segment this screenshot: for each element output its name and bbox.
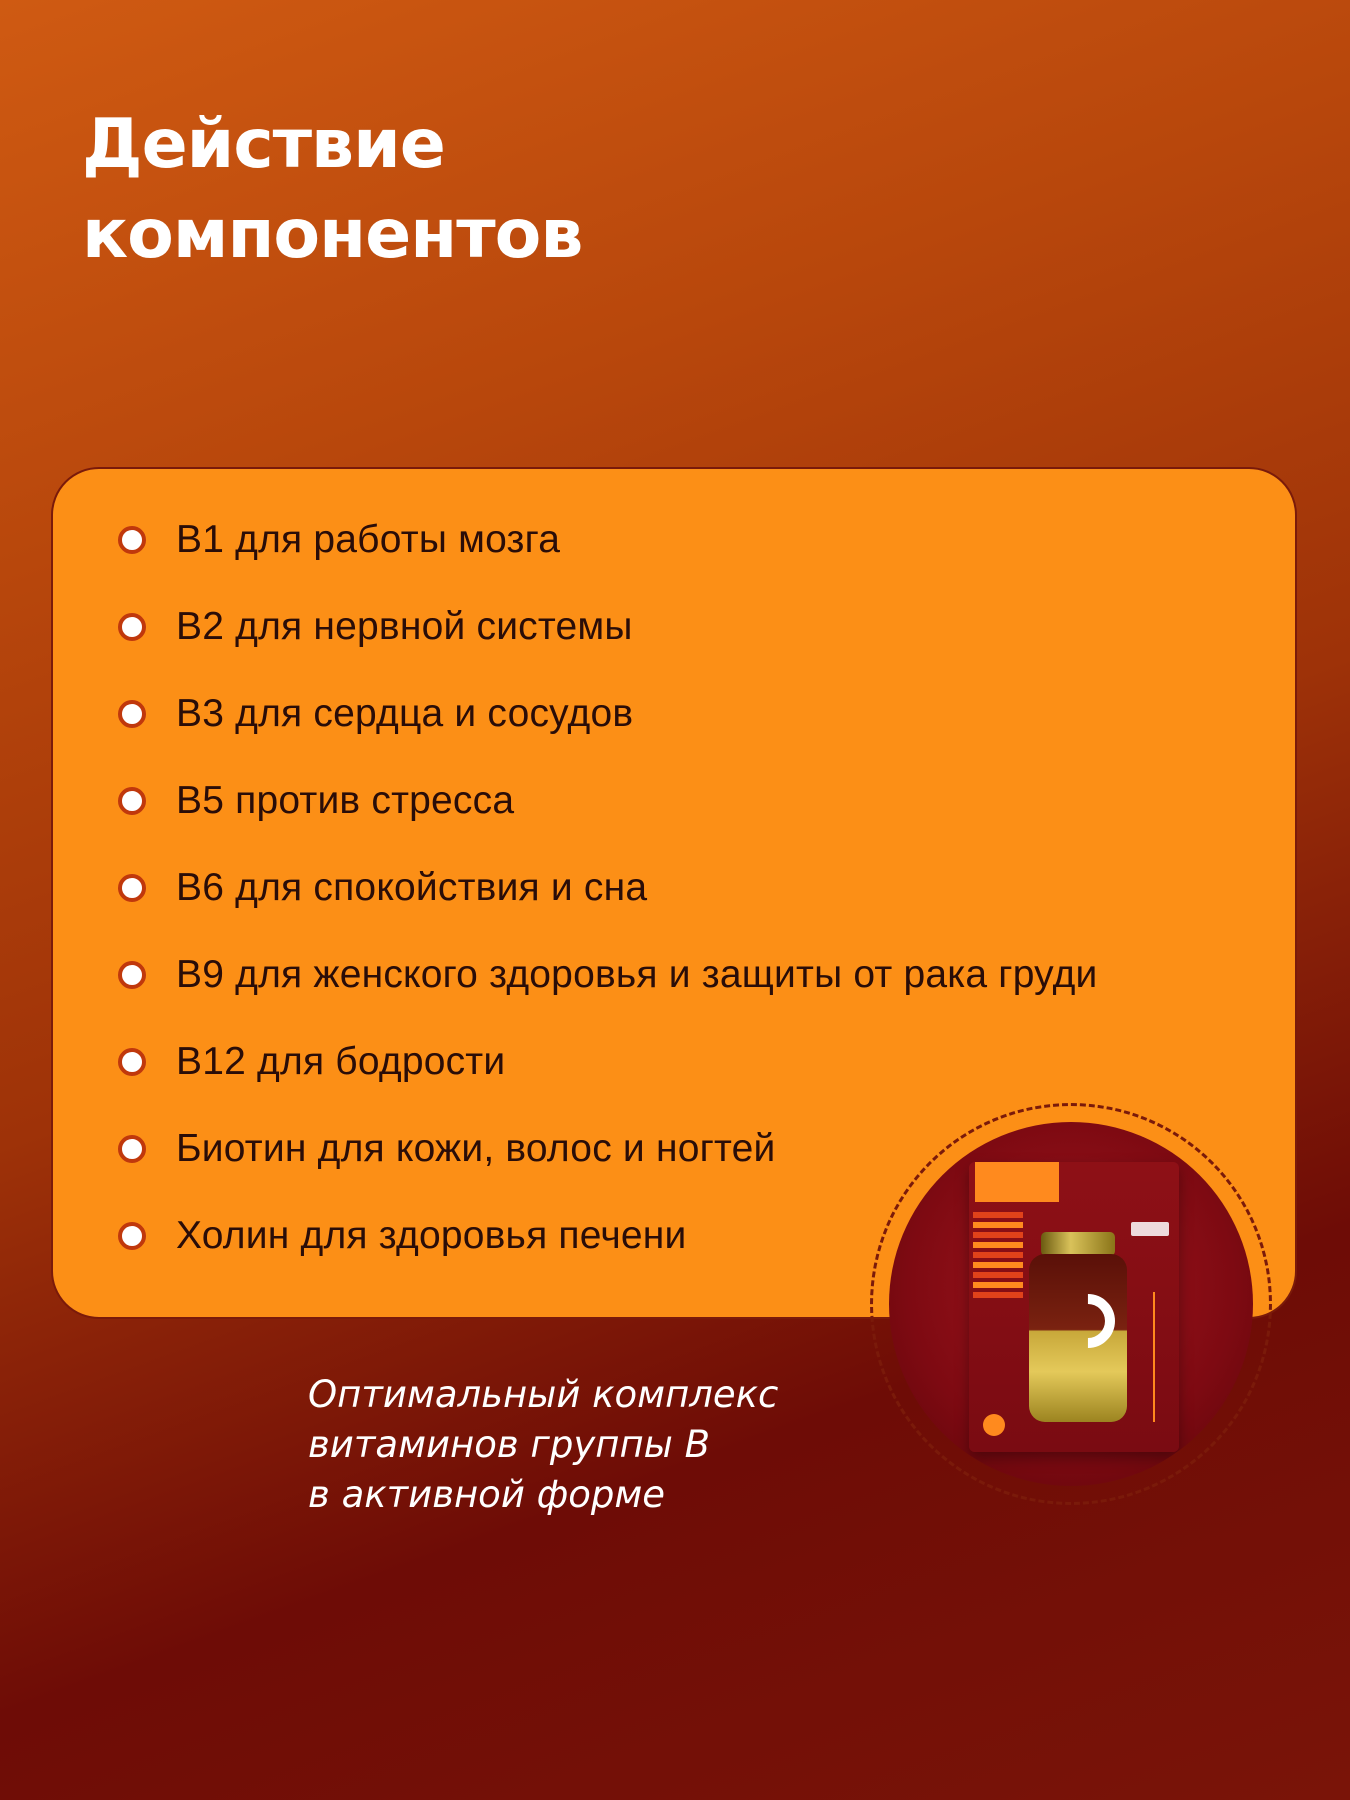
- benefit-text: Биотин для кожи, волос и ногтей: [176, 1127, 776, 1170]
- jar-cap: [1041, 1232, 1115, 1256]
- benefit-text: B12 для бодрости: [176, 1040, 506, 1083]
- tagline-line-1: Оптимальный комплекс: [308, 1373, 779, 1416]
- benefit-item: [118, 597, 633, 657]
- capsule-count-badge: [983, 1414, 1005, 1436]
- benefit-text: B2 для нервной системы: [176, 605, 633, 648]
- benefit-item: [118, 1206, 686, 1266]
- pouch-label-tag: [975, 1162, 1059, 1202]
- bullet-icon: [118, 526, 146, 554]
- bullet-icon: [118, 874, 146, 902]
- product-pouch-image: [969, 1162, 1179, 1452]
- benefit-item: [118, 1032, 505, 1092]
- benefit-item: [118, 510, 560, 570]
- page-title-line-2: компонентов: [82, 195, 583, 274]
- benefit-item: [118, 684, 633, 744]
- benefit-text: B3 для сердца и сосудов: [176, 692, 634, 735]
- tagline-line-3: в активной форме: [308, 1473, 666, 1516]
- benefit-item: [118, 858, 647, 918]
- bullet-icon: [118, 613, 146, 641]
- benefit-item: [118, 771, 514, 831]
- benefit-text: B1 для работы мозга: [176, 518, 561, 561]
- benefit-text: B5 против стресса: [176, 779, 515, 822]
- benefit-text: B6 для спокойствия и сна: [176, 866, 648, 909]
- pouch-vertical-line: [1153, 1292, 1165, 1422]
- benefit-item: [118, 945, 1098, 1005]
- tagline-line-2: витаминов группы В: [308, 1423, 710, 1466]
- brand-logo: [1131, 1222, 1169, 1236]
- pouch-ingredient-stripes: [973, 1212, 1023, 1302]
- page-title-line-1: Действие: [82, 105, 445, 184]
- bullet-icon: [118, 1135, 146, 1163]
- bullet-icon: [118, 1048, 146, 1076]
- bullet-icon: [118, 1222, 146, 1250]
- product-jar-image: [1029, 1232, 1127, 1422]
- product-badge: [870, 1103, 1272, 1505]
- page-title: [82, 100, 782, 280]
- benefit-text: B9 для женского здоровья и защиты от рака груди: [176, 953, 1098, 996]
- tagline: [308, 1370, 778, 1520]
- product-image: [889, 1122, 1253, 1486]
- benefit-item: [118, 1119, 776, 1179]
- bullet-icon: [118, 961, 146, 989]
- benefit-text: Холин для здоровья печени: [176, 1214, 687, 1257]
- bullet-icon: [118, 700, 146, 728]
- bullet-icon: [118, 787, 146, 815]
